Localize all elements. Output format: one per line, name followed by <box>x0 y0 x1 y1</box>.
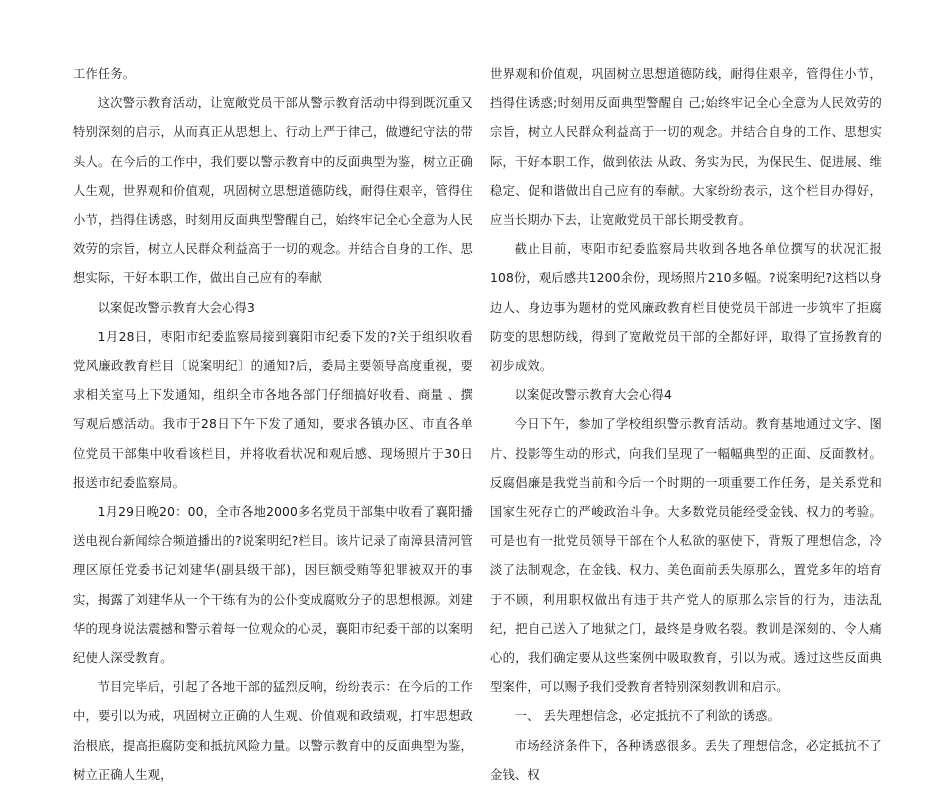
paragraph: 工作任务。 <box>73 67 136 81</box>
paragraph: 1月28日，枣阳市纪委监察局接到襄阳市纪委下发的?关于组织收看党风廉政教育栏目〔说案明纪〕的通知?后，委局主要领导高度重视，要求相关室马上下发通知，组织全市各地各部门仔细搞好收看、商量 、撰写观后感活动。我市于28日下午下发了通知，要求各镇办区、市直各单位党员干部集中收看该栏目，并将收看状况和观后感、现场照片于30日报送市纪委监察局。 <box>73 329 473 490</box>
paragraph: 这次警示教育活动，让宽敞党员干部从警示教育活动中得到既沉重又特别深刻的启示，从而真正从思想上、行动上严于律己，做遵纪守法的带头人。在今后的工作中，我们要以警示教育中的反面典型为鉴，树立正确人生观，世界观和价值观，巩固树立思想道德防线，耐得住艰辛，管得住小节，挡得住诱惑，时刻用反面典型警醒自己，始终牢记全心全意为人民效劳的宗旨，树立人民群众利益高于一切的观念。并结合自身的工作、思想实际，干好本职工作，做出自己应有的奉献 <box>73 96 473 286</box>
numbered-heading: 一、 丢失理想信念，必定抵抗不了利欲的诱惑。 <box>514 709 781 724</box>
paragraph: 今日下午，参加了学校组织警示教育活动。教育基地通过文字、图片、投影等生动的形式，向我们呈现了一幅幅典型的正面、反面教材。反腐倡廉是我党当前和今后一个时期的一项重要工作任务，是关系党和国家生死存亡的严峻政治斗争。大多数党员能经受金钱、权力的考验。可是也有一批党员领导干部在个人私欲的驱使下，背叛了理想信念，冷淡了法制观念，在金钱、权力、美色面前丢失原那么，置党多年的培育于不顾，利用职权做出有违于共产党人的原那么宗旨的行为，违法乱纪，把自己送入了地狱之门，最终是身败名裂。教训是深刻的、令人痛心的，我们确定要从这些案例中吸取教育，引以为戒。透过这些反面典型案件，可以赐予我们受教育者特别深刻教训和启示。 <box>490 417 882 695</box>
paragraph: 市场经济条件下，各种诱惑很多。丢失了理想信念，必定抵抗不了金钱、权 <box>490 738 882 782</box>
paragraph: 截止目前，枣阳市纪委监察局共收到各地各单位撰写的状况汇报108份，观后感共1200余份，现场照片210多幅。?说案明纪?这档以身边人、身边事为题材的党风廉政教育栏目使党员干部进一步筑牢了拒腐防变的思想防线，得到了宽敞党员干部的全都好评，取得了宣扬教育的初步成效。 <box>490 242 882 374</box>
paragraph: 节目完毕后，引起了各地干部的猛烈反响，纷纷表示：在今后的工作中，要引以为戒，巩固树立正确的人生观、价值观和政绩观，打牢思想政治根底，提高拒腐防变和抵抗风险力量。以警示教育中的反面典型为鉴，树立正确人生观， <box>73 680 473 782</box>
section-heading: 以案促改警示教育大会心得3 <box>97 300 255 315</box>
paragraph: 世界观和价值观，巩固树立思想道德防线，耐得住艰辛，管得住小节，挡得住诱惑;时刻用反面典型警醒自 己;始终牢记全心全意为人民效劳的宗旨，树立人民群众利益高于一切的观念。并结合自身的工作、思想实际，干好本职工作，做到依法 从政、务实为民，为保民生、促进展、维稳定、促和谐做出自己应有的奉献。大家纷纷表示，这个栏目办得好，应当长期办下去，让宽敞党员干部长期受教育。 <box>490 67 882 228</box>
section-heading: 以案促改警示教育大会心得4 <box>514 388 672 403</box>
paragraph: 1月29日晚20：00，全市各地2000多名党员干部集中收看了襄阳播送电视台新闻综合频道播出的?说案明纪?栏目。该片记录了南漳县清河管理区原任党委书记刘建华(副县级干部)，因巨额受贿等犯罪被双开的事实，揭露了刘建华从一个干练有为的公仆变成腐败分子的思想根源。刘建华的现身说法震撼和警示着每一位观众的心灵，襄阳市纪委干部的以案明纪使人深受教育。 <box>73 505 473 666</box>
left-column <box>73 60 473 790</box>
right-column <box>490 60 882 790</box>
